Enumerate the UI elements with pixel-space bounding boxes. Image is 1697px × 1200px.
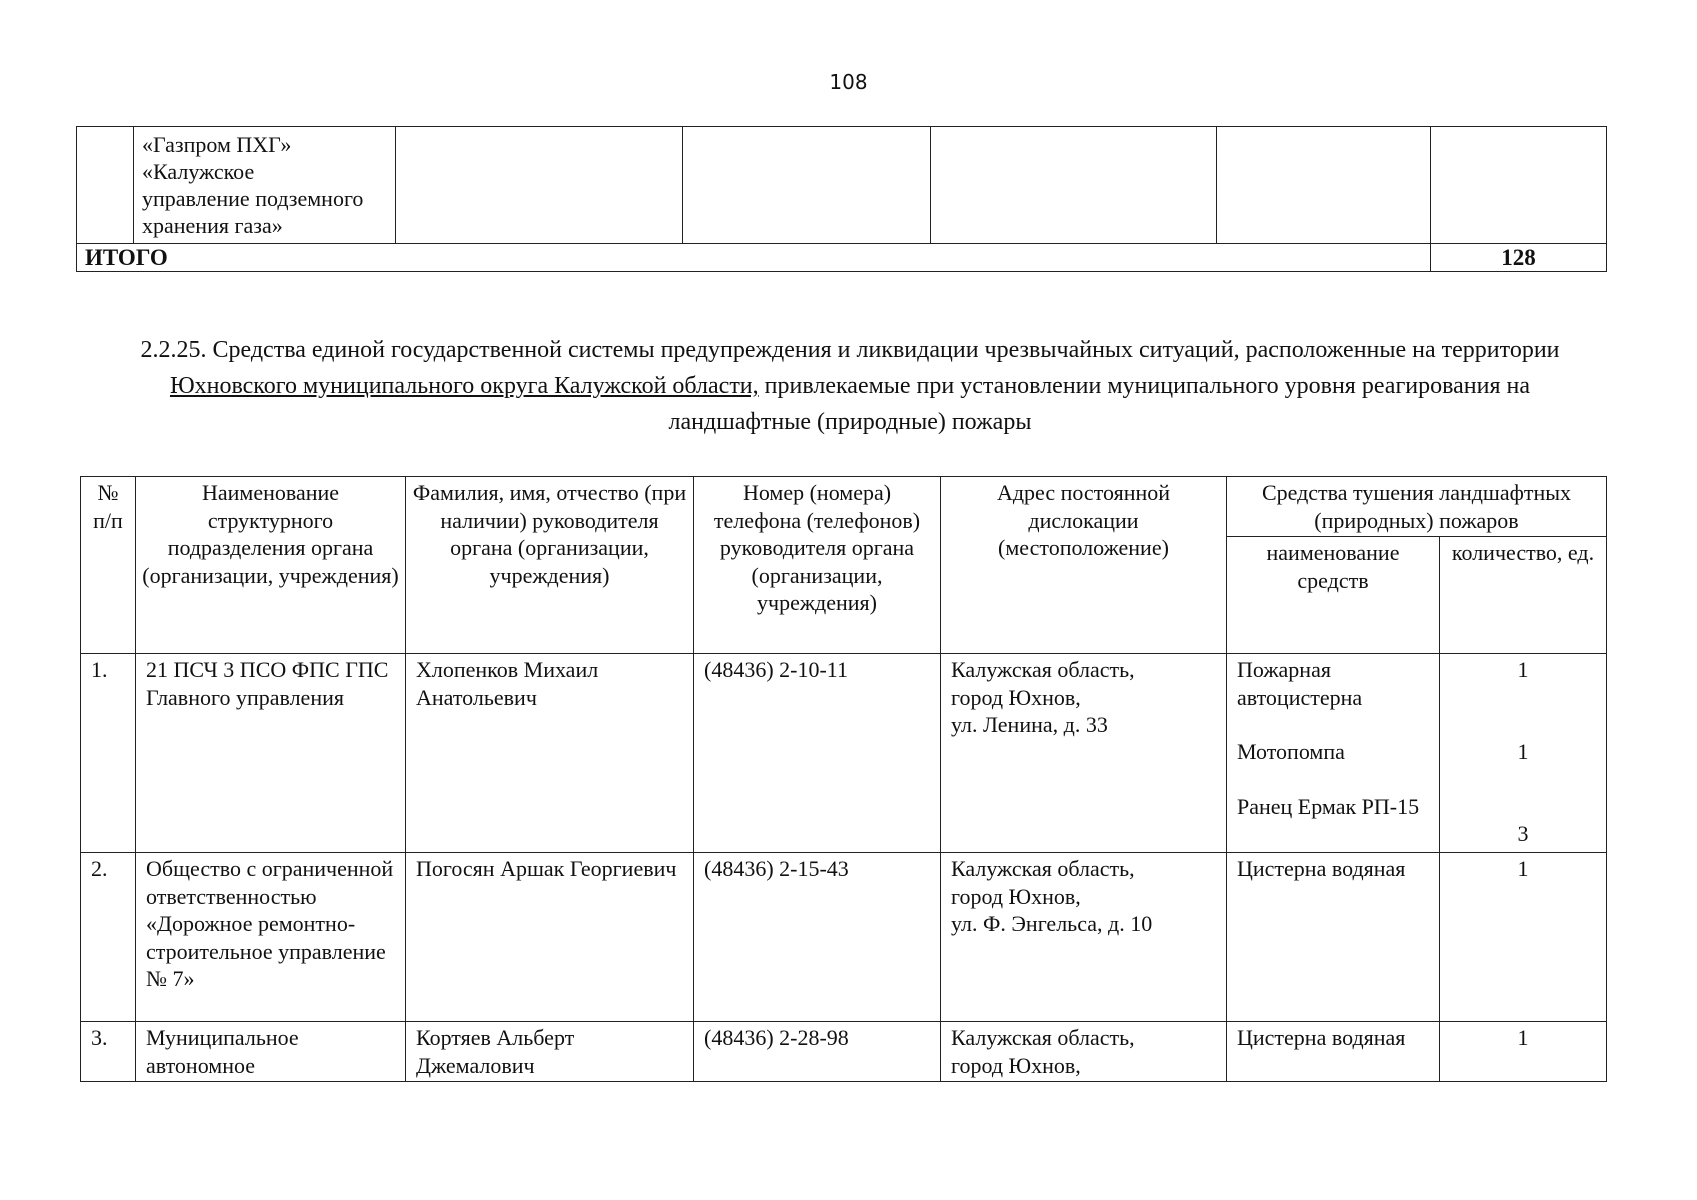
total-label: ИТОГО [77,244,1431,272]
row-name: Общество с ограниченной ответственностью «Дорожное ремонтно-строительное управление № 7» [136,853,406,1022]
page-number: 108 [829,70,868,94]
cell-num [77,127,134,244]
total-value: 128 [1431,244,1607,272]
row-means-names: Цистерна водяная [1227,1022,1440,1082]
row-num: 1. [81,654,136,853]
org-line: хранения газа» [142,213,283,238]
col-header-num: № п/п [81,477,136,654]
table-row [81,654,1607,853]
row-head: Погосян Аршак Георгиевич [406,853,694,1022]
table-row [81,1022,1607,1082]
org-line: управление подземного [142,186,364,211]
section-heading: 2.2.25. Средства единой государственной системы предупреждения и ликвидации чрезвычайных ситуаций, расположенные на территории Юхновского муниципального округа Калужской области, привлекаемые при установлении муниципального уровня реагирования на ландшафтные (природные) пожары [140,337,1560,435]
col-header-head: Фамилия, имя, отчество (при наличии) руководителя органа (организации, учреждения) [406,477,694,654]
resources-table [80,476,1607,1082]
org-line: «Газпром ПХГ» [142,132,292,157]
table-row [81,853,1607,1022]
org-name-cell [134,127,396,244]
row-head: Хлопенков Михаил Анатольевич [406,654,694,853]
col-header-means-qty: количество, ед. [1440,537,1607,654]
col-header-means: Средства тушения ландшафтных (природных) пожаров [1227,477,1607,537]
row-phone: (48436) 2-28-98 [694,1022,941,1082]
row-phone: (48436) 2-15-43 [694,853,941,1022]
col-header-phone: Номер (номера) телефона (телефонов) руководителя органа (организации, учреждения) [694,477,941,654]
row-num: 3. [81,1022,136,1082]
header-row [81,477,1607,537]
col-header-means-name: наименование средств [1227,537,1440,654]
row-address: Калужская область, город Юхнов, ул. Ленина, д. 33 [941,654,1227,853]
row-num: 2. [81,853,136,1022]
row-means-qty: 1 1 3 [1440,654,1607,853]
col-header-name: Наименование структурного подразделения органа (организации, учреждения) [136,477,406,654]
row-means-names: Цистерна водяная [1227,853,1440,1022]
row-address: Калужская область, город Юхнов, ул. Ф. Энгельса, д. 10 [941,853,1227,1022]
table-row [77,127,1607,244]
row-means-qty: 1 [1440,1022,1607,1082]
org-line: «Калужское [142,159,255,184]
row-means-names: Пожарная автоцистерна Мотопомпа Ранец Ермак РП-15 [1227,654,1440,853]
row-address: Калужская область, город Юхнов, [941,1022,1227,1082]
row-phone: (48436) 2-10-11 [694,654,941,853]
row-head: Кортяев Альберт Джемалович [406,1022,694,1082]
row-name: 21 ПСЧ 3 ПСО ФПС ГПС Главного управления [136,654,406,853]
underlined-territory: Юхновского муниципального округа Калужской области, [169,373,759,399]
col-header-address: Адрес постоянной дислокации (местоположение) [941,477,1227,654]
row-means-qty: 1 [1440,853,1607,1022]
total-row [77,244,1607,272]
previous-table-continuation [76,126,1607,272]
row-name: Муниципальное автономное [136,1022,406,1082]
